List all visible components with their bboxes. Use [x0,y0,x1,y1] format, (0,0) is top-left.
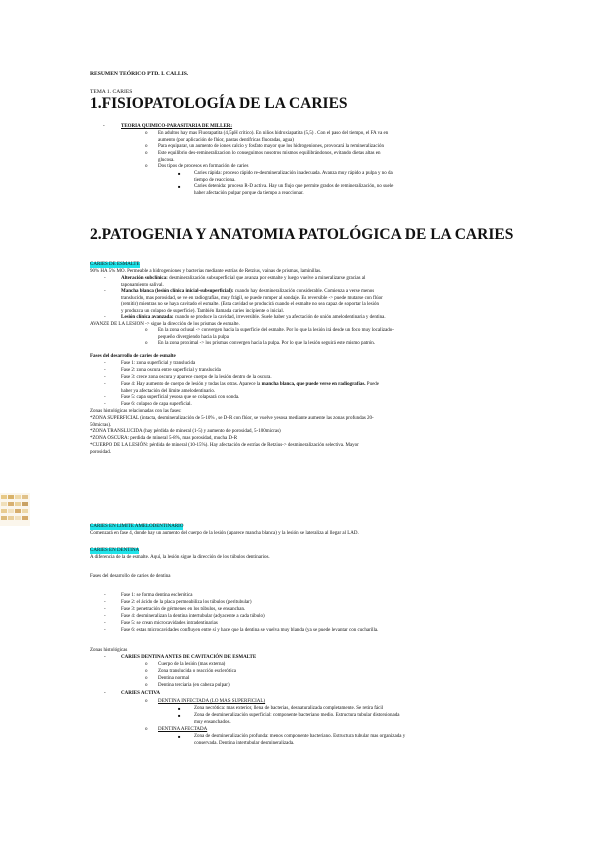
fase-text: Fase 2: el ácido de la placa permeabiliza los túbulos (peritubular) [121,600,252,605]
fase-text: Fase 5: se crean microcavidades intradentinarias [121,621,218,626]
zona-text: *ZONA SUPERFICIAL (intacta, desmineralización de 5-10% , se D-R con flúor, se vuelve yesosa mediante aumente las zonas profundas 20- [90,416,374,421]
dash-bullet: - [104,691,106,696]
circle-bullet: o [145,131,148,136]
circle-bullet: o [145,669,148,674]
fase-text: Fase 1: zona superficial y translucida [121,361,196,366]
paragraph-text: y produzca un colapso de superficie). También llamada caries incipiente o inicial. [121,308,284,314]
s1-item-text: Para equiparar, un aumento de iones calcio y fosfato mayor que los hidrogeniones, provocará la remineralización [158,144,384,149]
list-item-text: Zona de desmineralización superficial: componente bacteriano medio. Estructura tubular distorsionada [194,713,400,718]
paragraph-text: cuando se produce la cavidad, irreversible. Suele haber ya afectación de unión amelodentinaria y dentina. [173,315,386,320]
dash-bullet: - [104,395,106,400]
dash-bullet: - [104,628,106,633]
list-item-text: Zona de desmineralización profunda: menos componente bacteriano. Estructura tubular mas organizada y [194,734,406,739]
list-item-text: Dentina terciaria (en cabeza pulpar) [158,683,230,688]
zona-text: 50micras). [90,422,112,428]
paragraph-text: 90% HA 5% MO. Permeable a hidrogeniones y bacterias mediante estrías de Retzius, vainas de prismas, laminillas. [90,269,322,274]
dash-bullet: - [104,607,106,612]
fase-text: Fase 4: Hay aumento de cuerpo de lesión y todas las otras. Aparece la [121,382,262,387]
circle-bullet: o [145,727,148,732]
fase-text: Fase 3: crece zona oscura y aparece cuerpo de la lesión dentro de la oscura. [121,375,272,380]
bold-term: Mancha blanca (lesión clínica inicial-subsuperficial): [121,289,234,294]
s1-item-text: Este equilibrio des-remineralizacion lo conseguimos nosotros mismos equilibrándonos, evitando dietas altas en [158,151,381,156]
circle-bullet: o [145,676,148,681]
circle-bullet: o [145,662,148,667]
circle-bullet: o [145,683,148,688]
dash-bullet: - [104,361,106,366]
fase-text: Fase 6: colapso de capa superficial. [121,402,192,407]
paragraph-text: taponamiento salival. [121,282,164,288]
circle-bullet: o [145,341,148,346]
fase-text: Fase 5: capa superficial yesosa que se colapsará con sonda. [121,395,240,400]
list-item-text: muy ensanchados. [194,719,231,725]
square-bullet: ■ [178,706,181,711]
list-item-text: Zona translucida o reacción esclerótica [158,669,237,674]
subheading-text: Zonas histológicas [90,648,128,653]
square-bullet: ■ [178,734,181,739]
paragraph-text: Comenzará en fase 4, donde hay un aumento del cuerpo de la lesión (aparece mancha blanca) y la lesión se lateraliza al llegar al LAD. [90,531,359,536]
dash-bullet: - [104,368,106,373]
tema-text: TEMA 1. CARIES [90,89,133,95]
dash-bullet: - [104,614,106,619]
circle-bullet: o [145,164,148,169]
section-2-title: 2.PATOGENIA Y ANATOMIA PATOLÓGICA DE LA CARIES [90,226,514,243]
square-bullet: ■ [178,713,181,718]
fase-text: Fase 4: desmineralizan la dentina intertubular (adyacente a cada túbulo) [121,614,265,619]
bold-term: CARIES DENTINA ANTES DE CAVITACIÓN DE ESMALTE [121,655,257,660]
dash-bullet: - [103,124,105,129]
square-bullet: ■ [178,184,181,189]
paragraph-text: A diferencia de la de esmalte. Aquí, la lesión sigue la dirección de los túbulos dentinarios. [90,555,270,560]
paragraph-text: Zonas histológicas relacionadas con las fases: [90,409,182,414]
dash-bullet: - [104,382,106,387]
dash-bullet: - [104,600,106,605]
s1-subitem-text: Caries rápida: proceso rápido re-desmineralización inadecuada. Avanza muy rápido a pulpa y no da [194,171,393,176]
paragraph-text: desmineralización subsuperficial que avanza por esmalte y luego vuelve a mineralizarse gracias al [167,276,366,281]
dash-bullet: - [104,375,106,380]
dash-bullet: - [104,289,106,294]
fase-text: Fase 6: estas microcavidades confluyen entre sí y hace que la dentina se vuelva muy blanda (ya se puede levantar con cucharilla. [121,628,379,633]
paragraph-text: translucido, mas porosidad, se ve en radiografías, muy frágil, se puede romper al sondaje. Es reversible -> puede mutarse con flúor [121,295,383,301]
bold-term: Alteración subclínica: [121,276,168,281]
subheading-text: Fases del desarrollo de caries de esmalte [90,354,176,359]
list-item-text: Cuerpo de la lesión (mas externa) [158,662,226,667]
list-item-text: En la zona oclusal -> convergen hacia la superficie del esmalte. Por lo que la lesión irá desde un foco muy localizado- [158,328,394,333]
thumbnail-image [0,493,30,526]
list-item-text: Zona necrótica: mas exterior, llena de bacterias, desnaturalizada completamente. Se retira fácil [194,706,384,711]
s1-item-text: glucosa. [158,157,175,163]
circle-bullet: o [145,144,148,149]
s1-subitem-text: tiempo de reacciona. [194,177,236,183]
dash-bullet: - [104,315,106,320]
theory-title: TEORIA QUIMICO-PARASITARIA DE MILLER: [121,124,233,129]
s1-item-text: aumento (por aplicación de flúor, pastas dentífricas fluoradas, agua) [158,137,294,143]
circle-bullet: o [145,328,148,333]
s1-item-text: En adultos hay mas Fluorapatita (4,5pH crítico). En niños hidroxiapatita (5,5) . Con el paso del tiempo, el FA va en [158,131,389,136]
dash-bullet: - [104,621,106,626]
paragraph-text: (remitir) mientras no se haya cavitado el esmalte. (Esta cavidad se producirá cuando el esmalte no sea capaz de soportar la lesión [121,302,379,307]
zona-text: *ZONA OSCURA: perdida de mineral 5-8%, mas porosidad, mucha D-R [90,436,238,441]
bold-term: CARIES ACTIVA [121,691,160,696]
circle-bullet: o [145,699,148,704]
s1-subitem-text: Caries detenida: proceso R-D activa. Hay un flujo que permite grados de remineralización, no suele [194,184,394,189]
dash-bullet: - [104,402,106,407]
paragraph-text: cuando hay desmineralización considerable. Comienza a verse menos [233,289,375,294]
s1-item-text: Dos tipos de procesos en formación de caries [158,164,249,169]
subheading-text: Fases del desarrollo de caries de dentina [90,574,171,579]
fase-text: haber ya afectación del límite amelodentinario. [121,388,216,394]
subheading-text: DENTINA AFECTADA [158,727,208,732]
highlight-label: CARIES EN DENTINA [90,548,140,553]
section-1-title: 1.FISIOPATOLOGÍA DE LA CARIES [90,95,348,112]
zona-text: *CUERPO DE LA LESIÓN: pérdida de mineral (10-15%). Hay afectación de estrías de Retzius-> desmineralización selectiva. Mayor [90,443,359,448]
list-item-text: pequeño divergiendo hacia la pulpa [158,334,229,340]
fase-text: Fase 3: penetración de gérmenes en los túbulos, se ensanchan. [121,607,246,612]
zona-text: porosidad. [90,449,111,455]
dash-bullet: - [104,593,106,598]
highlight-label: CARIES DE ESMALTE [90,262,140,267]
square-bullet: ■ [178,171,181,176]
list-item-text: Dentina normal [158,676,190,681]
circle-bullet: o [145,151,148,156]
paragraph-text: AVANZE DE LA LESION -> sigue la dirección de los prismas de esmalte. [90,321,240,327]
s1-subitem-text: haber afectación pulpar porque da tiempo a reaccionar. [194,190,304,196]
fase-text: Fase 1: se forma dentina esclerótica [121,593,193,598]
fase-text: Fase 2: zona oscura entre superficial y translucida [121,368,221,373]
dash-bullet: - [104,655,106,660]
list-item-text: conservada. Dentina intertubular desmineralizada. [194,740,295,746]
dash-bullet: - [104,276,106,281]
highlight-label: CARIES EN LIMITE AMELODENTINARIO [90,524,184,529]
bold-term: Lesión clínica avanzada: [121,315,174,320]
subheading-text: DENTINA INFECTADA (LO MAS SUPERFICIAL) [158,699,266,704]
bold-term: mancha blanca, que puede verse en radiografías. [261,382,366,387]
list-item-text: En la zona proximal -> los prismas convergen hacia la pulpa. Por lo que la lesión seguirá este mismo patrón. [158,341,375,346]
zona-text: *ZONA TRANSLUCIDA (hay pérdida de mineral (1-5) y aumento de porosidad, 5-100micras) [90,429,281,434]
doc-title-text: RESUMEN TEÓRICO PTD. I. CALLIS. [90,71,189,77]
fase-text: Puede [365,382,380,387]
